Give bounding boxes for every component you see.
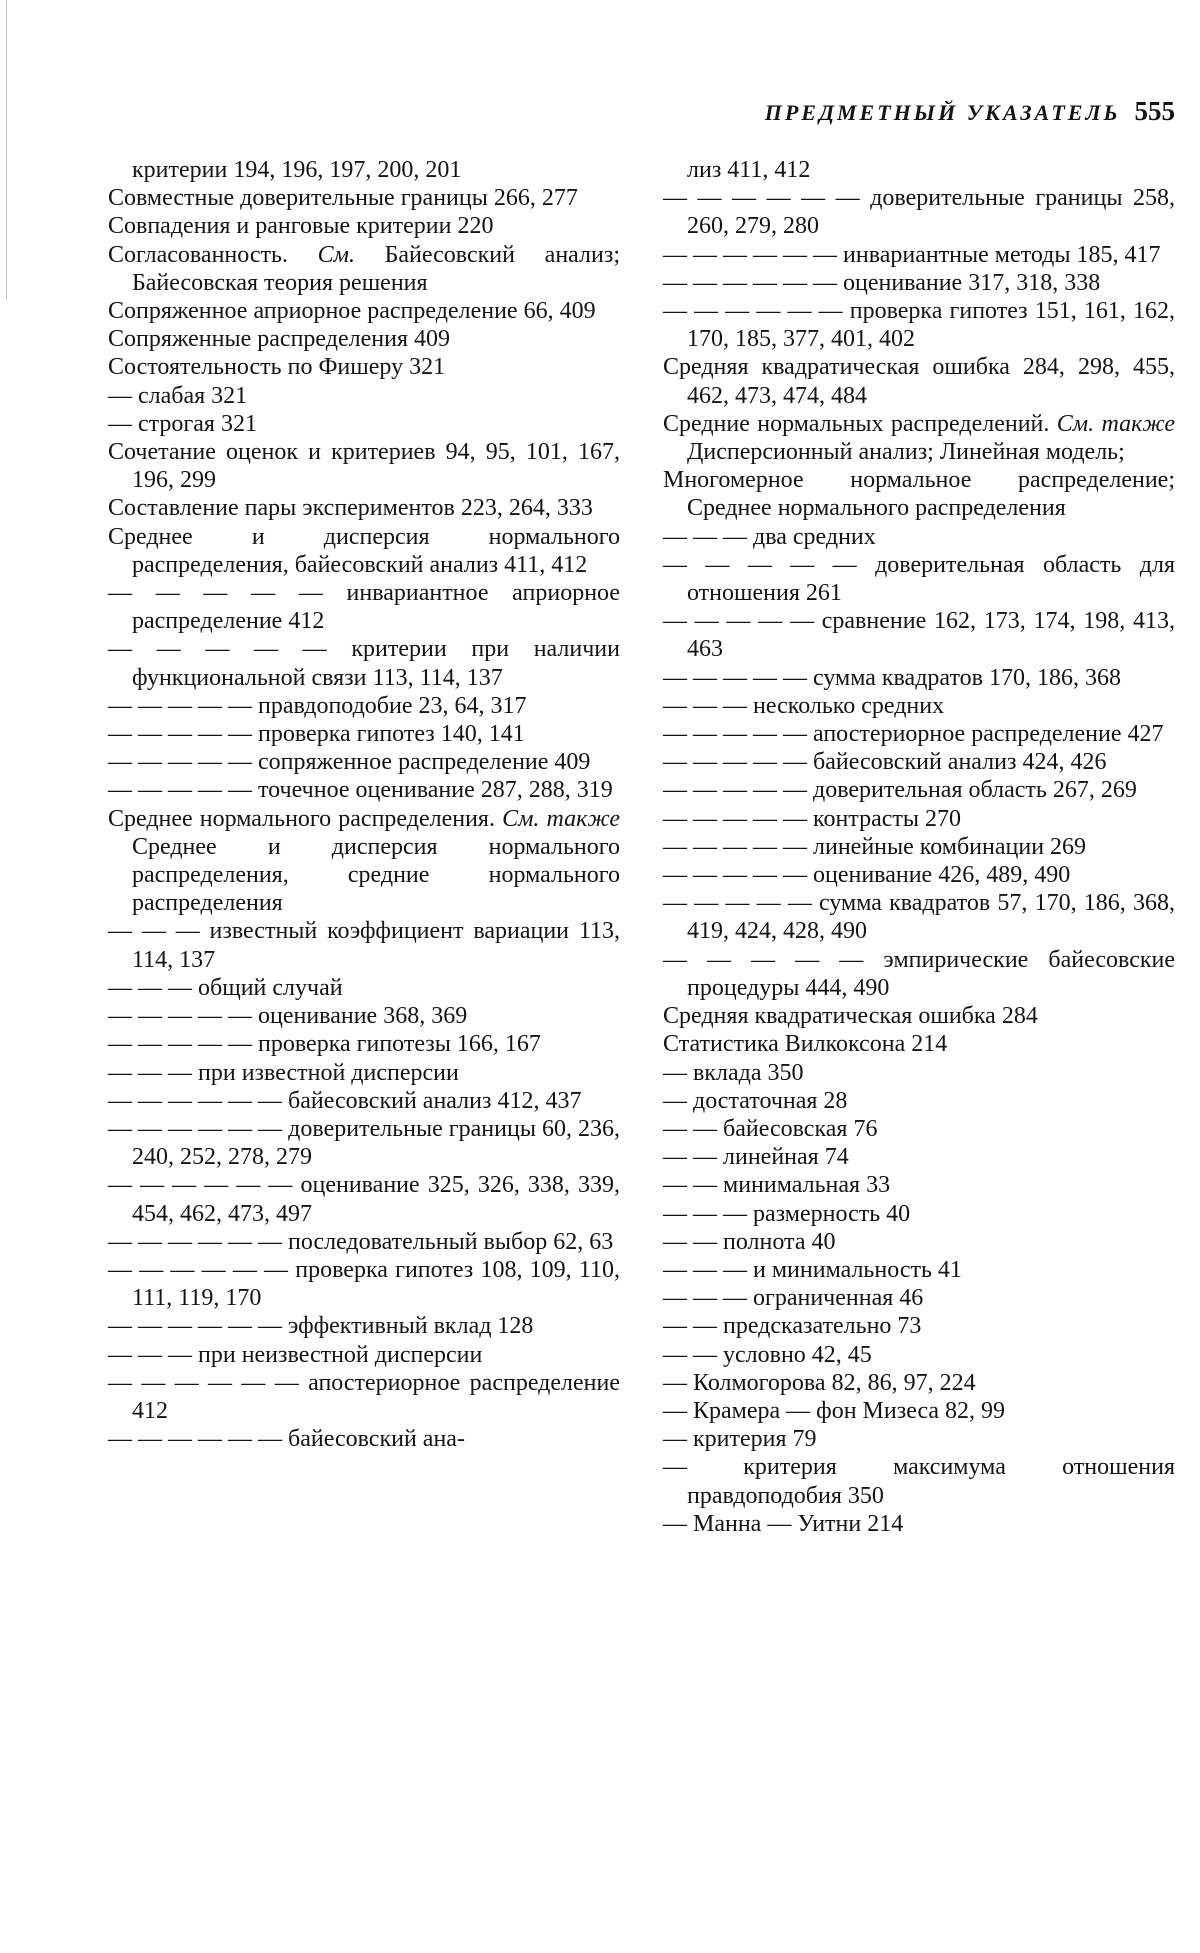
index-entry-text: — — — ограниченная 46 bbox=[663, 1285, 924, 1312]
index-entry-text: — — — — — — проверка гипотез 151, 161, 162, 170, 185, 377, 401, 402 bbox=[663, 298, 1175, 353]
index-entry bbox=[663, 1256, 1175, 1284]
index-entry-text: — — — — — оценивание 426, 489, 490 bbox=[663, 862, 1071, 889]
index-entry-continuation: Среднее и дисперсия нормального распределения, средние нормального распределения bbox=[132, 833, 620, 917]
index-entry-text: — — минимальная 33 bbox=[663, 1172, 891, 1199]
index-entry bbox=[108, 1228, 620, 1256]
index-entry-text: лиз 411, 412 bbox=[687, 157, 811, 183]
index-entry-text: Среднее и дисперсия нормального распределения, байесовский анализ 411, 412 bbox=[108, 523, 620, 578]
index-entry-text: — — — — — сумма квадратов 57, 170, 186, 368, 419, 424, 428, 490 bbox=[663, 890, 1175, 945]
index-entry bbox=[663, 1087, 1175, 1115]
index-entry-text: — — — — — — проверка гипотез 108, 109, 110, 111, 119, 170 bbox=[108, 1256, 620, 1312]
index-entry bbox=[108, 353, 620, 381]
index-entry-text: — — — и минимальность 41 bbox=[663, 1256, 962, 1283]
index-entry bbox=[108, 297, 620, 325]
index-entry bbox=[108, 917, 620, 973]
index-entry bbox=[108, 1002, 620, 1030]
index-entry bbox=[108, 1059, 620, 1087]
index-entry bbox=[663, 269, 1175, 297]
index-entry-text: — критерия 79 bbox=[663, 1426, 817, 1453]
index-entry bbox=[663, 861, 1175, 889]
index-entry-text: — — линейная 74 bbox=[663, 1144, 849, 1171]
index-entry bbox=[663, 1341, 1175, 1369]
index-entry bbox=[108, 1030, 620, 1058]
index-entry bbox=[108, 494, 620, 522]
index-entry-text: — — — — — — байесовский анализ 412, 437 bbox=[108, 1087, 582, 1114]
index-entry-text: — — — — — критерии при наличии функциональной связи 113, 114, 137 bbox=[108, 636, 620, 691]
index-entry bbox=[108, 635, 620, 691]
index-entry-text: — — — — — правдоподобие 23, 64, 317 bbox=[108, 692, 527, 719]
index-entry-text: — — — несколько средних bbox=[663, 692, 945, 719]
index-column-right bbox=[663, 156, 1175, 1538]
index-entry bbox=[663, 776, 1175, 804]
index-entry bbox=[663, 1510, 1175, 1538]
index-entry-text: — — — — — — байесовский ана- bbox=[108, 1426, 465, 1453]
index-entry bbox=[108, 1087, 620, 1115]
running-header bbox=[705, 96, 1175, 127]
index-entry-text: критерии 194, 196, 197, 200, 201 bbox=[132, 157, 462, 183]
index-entry bbox=[108, 1256, 620, 1312]
index-entry bbox=[663, 1200, 1175, 1228]
page-edge bbox=[0, 0, 7, 300]
index-entry bbox=[663, 1171, 1175, 1199]
index-entry bbox=[663, 523, 1175, 551]
index-entry-text: Согласованность. bbox=[108, 241, 318, 268]
index-entry bbox=[663, 748, 1175, 776]
index-entry-text: — Крамера — фон Мизеса 82, 99 bbox=[663, 1397, 1006, 1424]
index-entry-text: Средние нормальных распределений. bbox=[663, 410, 1057, 437]
index-entry bbox=[663, 805, 1175, 833]
index-entry bbox=[108, 692, 620, 720]
index-entry-text: — — — — — — оценивание 317, 318, 338 bbox=[663, 269, 1101, 296]
index-entry-text: Средняя квадратическая ошибка 284, 298, 455, 462, 473, 474, 484 bbox=[663, 354, 1175, 409]
index-entry bbox=[663, 156, 1175, 184]
index-entry-text: — — предсказательно 73 bbox=[663, 1313, 922, 1340]
index-entry bbox=[663, 353, 1175, 409]
index-entry bbox=[108, 748, 620, 776]
index-entry-text: Совместные доверительные границы 266, 277 bbox=[108, 185, 578, 212]
index-entry-text: — Колмогорова 82, 86, 97, 224 bbox=[663, 1369, 976, 1396]
index-entry-text: — — — — — — доверительные границы 258, 260, 279, 280 bbox=[663, 185, 1175, 240]
index-entry bbox=[663, 607, 1175, 663]
index-entry bbox=[663, 1143, 1175, 1171]
index-entry bbox=[108, 212, 620, 240]
index-entry-text: — — — при неизвестной дисперсии bbox=[108, 1341, 483, 1368]
index-entry-text: Многомерное нормальное распределение; Среднее нормального распределения bbox=[663, 467, 1175, 522]
index-entry bbox=[108, 776, 620, 804]
index-entry bbox=[108, 1341, 620, 1369]
index-entry bbox=[663, 1002, 1175, 1030]
index-entry bbox=[108, 410, 620, 438]
index-entry bbox=[663, 889, 1175, 945]
index-entry-text: — — — — — сумма квадратов 170, 186, 368 bbox=[663, 664, 1121, 691]
index-entry bbox=[663, 466, 1175, 522]
index-column-left bbox=[108, 156, 620, 1453]
index-entry-text: Сочетание оценок и критериев 94, 95, 101, 167, 196, 299 bbox=[108, 439, 620, 494]
index-entry-text: — — — — — контрасты 270 bbox=[663, 805, 961, 832]
index-entry-text: — — — — — — эффективный вклад 128 bbox=[108, 1313, 534, 1340]
index-entry bbox=[108, 1312, 620, 1340]
index-cross-reference: См. также bbox=[1056, 410, 1175, 437]
index-entry bbox=[108, 720, 620, 748]
index-entry bbox=[663, 1397, 1175, 1425]
index-entry-text: — — условно 42, 45 bbox=[663, 1341, 872, 1368]
index-entry bbox=[108, 184, 620, 212]
index-entry bbox=[663, 297, 1175, 353]
index-entry-text: — — — общий случай bbox=[108, 974, 343, 1001]
index-entry-text: — — — — — линейные комбинации 269 bbox=[663, 833, 1087, 860]
page-number: 555 bbox=[1134, 96, 1175, 126]
index-entry bbox=[663, 410, 1175, 466]
index-entry-text: — строгая 321 bbox=[108, 410, 257, 437]
index-entry bbox=[108, 579, 620, 635]
index-entry bbox=[663, 1284, 1175, 1312]
index-entry bbox=[663, 184, 1175, 240]
index-cross-reference: См. bbox=[317, 241, 355, 268]
index-entry bbox=[108, 156, 620, 184]
index-entry bbox=[108, 438, 620, 494]
index-entry-text: Статистика Вилкоксона 214 bbox=[663, 1031, 948, 1058]
index-entry bbox=[663, 1228, 1175, 1256]
running-title: ПРЕДМЕТНЫЙ УКАЗАТЕЛЬ bbox=[764, 100, 1121, 125]
index-entry-text: — — — — — — инвариантные методы 185, 417 bbox=[663, 241, 1161, 268]
index-entry-text: — — — — — доверительная область 267, 269 bbox=[663, 777, 1137, 804]
index-entry-text: Среднее нормального распределения. bbox=[108, 805, 503, 832]
index-entry-text: — — — при известной дисперсии bbox=[108, 1059, 459, 1086]
index-entry bbox=[663, 1030, 1175, 1058]
index-entry-text: — достаточная 28 bbox=[663, 1087, 848, 1114]
index-entry bbox=[663, 692, 1175, 720]
index-entry-text: — — — размерность 40 bbox=[663, 1200, 911, 1227]
index-entry bbox=[663, 946, 1175, 1002]
index-entry bbox=[663, 664, 1175, 692]
index-entry-text: — — — — — инвариантное априорное распределение 412 bbox=[108, 580, 620, 635]
index-entry-text: — — — — — — оценивание 325, 326, 338, 339, 454, 462, 473, 497 bbox=[108, 1172, 620, 1227]
index-entry-text: Составление пары экспериментов 223, 264, 333 bbox=[108, 495, 593, 522]
index-entry bbox=[108, 382, 620, 410]
index-entry-text: — — — известный коэффициент вариации 113, 114, 137 bbox=[108, 918, 620, 973]
index-entry bbox=[108, 1369, 620, 1425]
index-entry bbox=[108, 241, 620, 297]
index-entry bbox=[108, 805, 620, 918]
index-entry-text: — — — — — проверка гипотезы 166, 167 bbox=[108, 1031, 541, 1058]
index-entry-text: — критерия максимума отношения правдоподобия 350 bbox=[663, 1454, 1175, 1509]
index-entry-text: — — — — — апостериорное распределение 427 bbox=[663, 721, 1164, 748]
index-entry-continuation: Дисперсионный анализ; Линейная модель; bbox=[687, 439, 1125, 466]
index-entry bbox=[663, 720, 1175, 748]
index-entry bbox=[663, 1059, 1175, 1087]
index-entry-continuation: Байесовский анализ; Байесовская теория решения bbox=[132, 241, 620, 296]
index-entry bbox=[108, 1425, 620, 1453]
index-entry-text: — — — — — — апостериорное распределение 412 bbox=[108, 1369, 620, 1424]
index-entry-text: — — — — — байесовский анализ 424, 426 bbox=[663, 749, 1107, 776]
index-entry-text: Состоятельность по Фишеру 321 bbox=[108, 354, 446, 381]
index-entry-text: — — байесовская 76 bbox=[663, 1115, 878, 1142]
index-entry-text: — — — — — — последовательный выбор 62, 63 bbox=[108, 1228, 614, 1255]
index-entry bbox=[663, 1312, 1175, 1340]
index-entry bbox=[663, 833, 1175, 861]
index-entry-text: — — — — — сравнение 162, 173, 174, 198, 413, 463 bbox=[663, 608, 1175, 663]
index-entry-text: — вклада 350 bbox=[663, 1059, 804, 1086]
index-entry bbox=[663, 1369, 1175, 1397]
index-entry-text: Сопряженное априорное распределение 66, 409 bbox=[108, 298, 596, 325]
index-cross-reference: См. также bbox=[502, 805, 620, 832]
index-entry bbox=[663, 551, 1175, 607]
index-entry-text: — — — — — эмпирические байесовские процедуры 444, 490 bbox=[663, 946, 1175, 1001]
index-entry bbox=[108, 1115, 620, 1171]
index-entry-text: — — — два средних bbox=[663, 523, 876, 550]
index-entry-text: — слабая 321 bbox=[108, 382, 248, 409]
index-entry bbox=[663, 241, 1175, 269]
index-entry bbox=[663, 1453, 1175, 1509]
index-entry-text: — — — — — сопряженное распределение 409 bbox=[108, 749, 591, 776]
index-entry bbox=[108, 1171, 620, 1227]
index-entry bbox=[108, 523, 620, 579]
index-entry-text: — Манна — Уитни 214 bbox=[663, 1510, 904, 1537]
index-entry bbox=[108, 325, 620, 353]
index-entry-text: — — — — — точечное оценивание 287, 288, 319 bbox=[108, 777, 613, 804]
index-entry-text: — — — — — оценивание 368, 369 bbox=[108, 1003, 468, 1030]
index-entry-text: Совпадения и ранговые критерии 220 bbox=[108, 213, 494, 240]
index-entry-text: — — — — — — доверительные границы 60, 236, 240, 252, 278, 279 bbox=[108, 1115, 620, 1171]
index-entry bbox=[663, 1425, 1175, 1453]
index-entry-text: — — полнота 40 bbox=[663, 1228, 836, 1255]
index-entry-text: Сопряженные распределения 409 bbox=[108, 326, 450, 353]
index-entry-text: Средняя квадратическая ошибка 284 bbox=[663, 1003, 1038, 1030]
index-entry bbox=[663, 1115, 1175, 1143]
index-entry-text: — — — — — проверка гипотез 140, 141 bbox=[108, 721, 525, 748]
index-entry-text: — — — — — доверительная область для отношения 261 bbox=[663, 551, 1175, 607]
index-entry bbox=[108, 974, 620, 1002]
